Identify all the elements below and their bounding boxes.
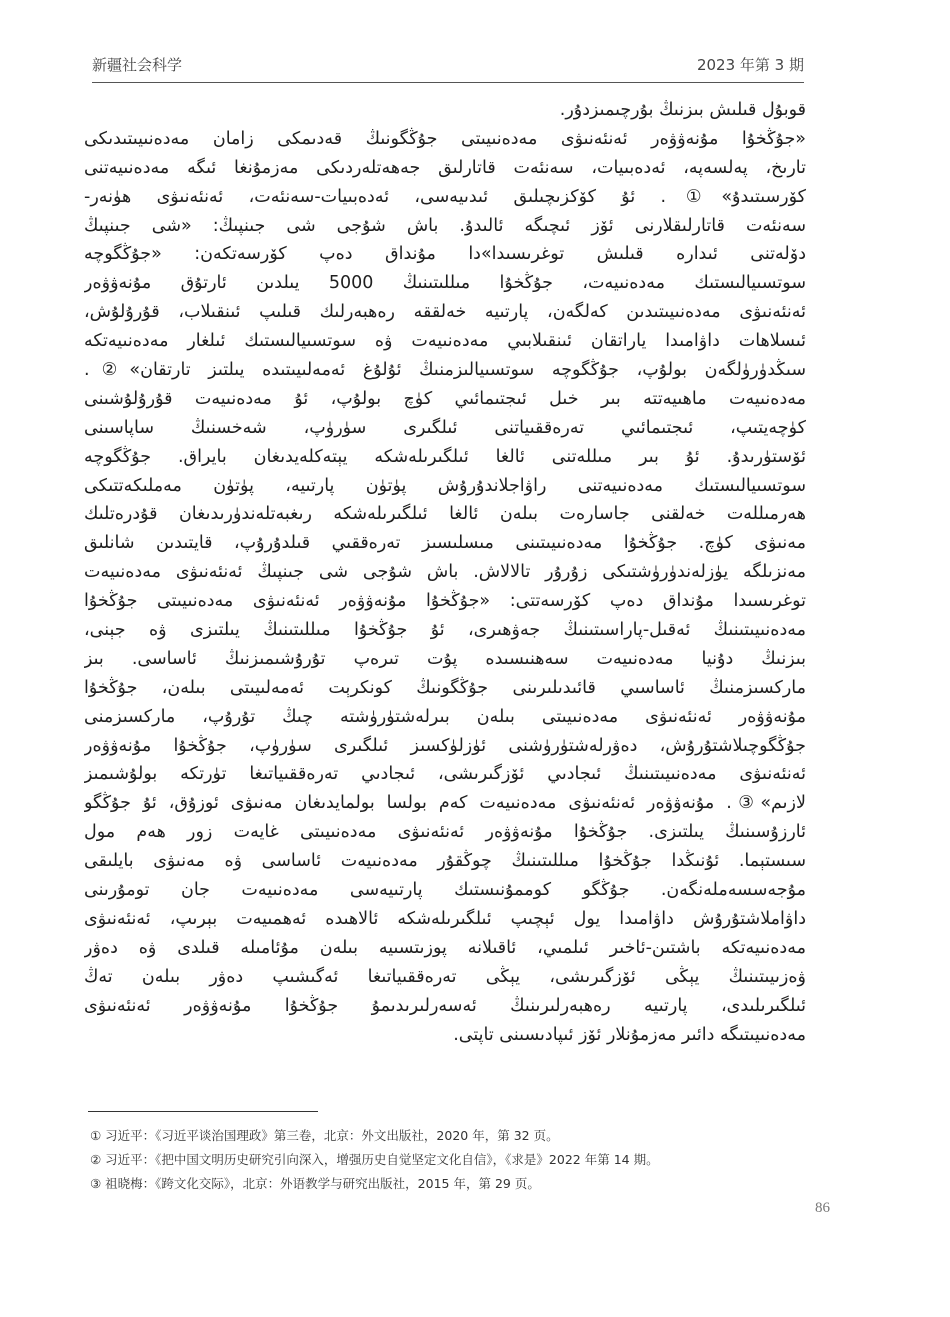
- body-line: مەدەنىيىتىنىڭ ئەقىل-پاراسىتىنىڭ جەۋھىرى، ئۇ جۇڭخۇا مىللىتىنىڭ يىلتىزى ۋە جېنى،: [84, 620, 806, 641]
- body-line: ماركسىزمنىڭ ئاساسىي قائىدىلىرىنى جۇڭگونىڭ كونكرېت ئەمەلىيىتى بىلەن، جۇڭخۇا: [84, 677, 806, 698]
- body-line: سەنئەت قاتارلىقلارنى ئۆز ئىچىگە ئالىدۇ. باش شۇجى شى جىنپىڭ: «شى جىنپىڭ: [84, 215, 806, 236]
- body-line: قوبۇل قىلىش بىزنىڭ بۇرچىمىزدۇر.: [559, 100, 806, 120]
- body-line: مەدەنىيىتىگە دائىر مەزمۇنلار ئۆز ئىپادىسىنى تاپتى.: [453, 1024, 806, 1045]
- body-line: ئۆستۈرىدۇ. ئۇ بىر مىللەتنى ئالغا ئىلگىرىلەشكە يېتەكلەيدىغان بايراق. جۇڭگوچە: [84, 446, 806, 467]
- body-line: كۆرسىتىدۇ»①. ئۇ كۆكزىچىلىق ئىدىيەسى، ئەدەبىيات-سەنئەت، ئەنئەنىۋى ھۈنەر-: [84, 186, 806, 207]
- body-line: كۈچەيتىپ، ئىجتىمائىي تەرەققىياتنى ئىلگىرى سۈرۈپ، شەخسنىڭ ساپاسىنى: [84, 417, 806, 438]
- footnote-divider: [88, 1111, 318, 1112]
- body-line: مۇجەسسەملەنگەن. جۇڭگو كوممۇنىستىك پارتىيەسى مەدەنىيەت جان تومۇرىنى: [84, 880, 806, 901]
- body-line: ئىلگىرىلىدى، پارتىيە رەھبەرلىرىنىڭ ئەسەرلىرىدىمۇ جۇڭخۇا مۇنەۋۋەر ئەنئەنىۋى: [84, 995, 806, 1016]
- body-line: دۆلەتنى ئىدارە قىلىش توغرىسىدا»دا مۇنداق دەپ كۆرسەتكەن: «جۇڭگوچە: [84, 244, 806, 265]
- body-line: سوتسىيالىستىك مەدەنىيەت، جۇڭخۇا مىللىتىنىڭ 5000 يىلدىن ئارتۇق مۇنەۋۋەر: [84, 273, 806, 294]
- body-line: ۋەزىيىتىنىڭ يېڭى ئۆزگىرىشى، يېڭى تەرەققىياتىغا ئەگىشىپ دەۋر بىلەن تەڭ: [84, 966, 806, 987]
- body-line: سىستېما. ئۇنىڭدا جۇڭخۇا مىللىتىنىڭ چوڭقۇر مەدەنىيەت ئاساسى ۋە مەنىۋى بايلىقى: [84, 851, 806, 872]
- footnote: ③ 祖晓梅：《跨文化交际》，北京：外语教学与研究出版社，2015 年，第 29 页。: [90, 1176, 540, 1191]
- body-line: ئىسلاھات داۋامىدا ياراتقان ئىنقىلابىي مەدەنىيەت ۋە سوتسىيالىستىك ئىلغار مەدەنىيەتكە: [84, 331, 806, 352]
- body-line: داۋاملاشتۇرۇش داۋامىدا يول ئېچىپ ئىلگىرىلەشكە ئالاھىدە ئەھمىيەت بېرىپ، ئەنئەنىۋى: [84, 908, 806, 929]
- header-divider: [92, 82, 804, 83]
- body-line: «جۇڭخۇا مۇنەۋۋەر ئەنئەنىۋى مەدەنىيىتى جۇڭگونىڭ قەدىمكى زامان مەدەنىيىتىدىكى: [84, 128, 806, 149]
- footnotes: [90, 1124, 802, 1196]
- body-line: ھەرمىللەت خەلقنى جاسارەت بىلەن ئالغا ئىلگىرىلەشكە رىغبەتلەندۈرىدىغان قۇدرەتلىك: [84, 504, 806, 525]
- page-number: 86: [815, 1200, 830, 1216]
- body-line: مەدەنىيەت ماھىيەتتە بىر خىل ئىجتىمائىي كۈچ بولۇپ، ئۇ مەدەنىيەت قۇرۇلۇشىنى: [84, 388, 806, 409]
- body-line: تارىخ، پەلسەپە، ئەدەبىيات، سەنئەت قاتارلىق جەھەتلەردىكى مەزمۇنغا ئىگە مەدەنىيەتنى: [84, 157, 806, 178]
- running-header: [92, 52, 804, 86]
- body-line: ئەنئەنىۋى مەدەنىيىتىنىڭ ئىجادىي ئۆزگىرىشى، ئىجادىي تەرەققىياتىغا تۈرتكە بولۇشىمىز: [84, 764, 806, 785]
- body-line: لازىم»③. مۇنەۋۋەر ئەنئەنىۋى مەدەنىيەت كەم بولسا بولمايدىغان مەنىۋى ئوزۇق، ئۇ جۇڭگو: [84, 793, 806, 814]
- body-line: سىڭدۈرۈلگەن بولۇپ، جۇڭگوچە سوتسىيالىزمنىڭ ئۇلۇغ ئەمەلىيىتىدە يىلتىز تارتقان»②.: [84, 360, 806, 381]
- body-line: مەدەنىيەتكە باشتىن-ئاخىر ئىلمىي، ئاقىلانە پوزىتسىيە بىلەن مۇئامىلە قىلدى ۋە دەۋر: [84, 937, 806, 958]
- body-line: مەنزىلگە يۈزلەندۈرۈشتىكى زۇرۇر تالالاش. باش شۇجى شى جىنپىڭ ئەنئەنىۋى مەدەنىيەت: [84, 562, 806, 583]
- body-line: مۇنەۋۋەر ئەنئەنىۋى مەدەنىيىتى بىلەن بىرلەشتۈرۈشتە چىڭ تۇرۇپ، ماركسىزمنى: [84, 706, 806, 727]
- body-line: سوتسىيالىستىك مەدەنىيەتنى راۋاجلاندۇرۇش پۈتۈن پارتىيە، پۈتۈن مەملىكەتتىكى: [84, 475, 806, 496]
- body-line: ئەنئەنىۋى مەدەنىيىتىدىن كەلگەن، پارتىيە خەلققە رەھبەرلىك قىلىپ ئىنقىلاب، قۇرۇلۇش،: [84, 302, 806, 323]
- body-line: جۇڭگوچىلاشتۇرۇش، دەۋرلەشتۈرۈشنى ئۈزلۈكسىز ئىلگىرى سۈرۈپ، جۇڭخۇا مۇنەۋۋەر: [84, 735, 806, 756]
- body-line: مەنىۋى كۈچ. جۇڭخۇا مەدەنىيىتىنى مىسلىسىز تەرەققىي قىلدۇرۇپ، قايتىدىن شانلىق: [84, 533, 806, 554]
- journal-title: 新疆社会科学: [92, 56, 183, 74]
- body-line: توغرىسىدا مۇنداق دەپ كۆرسەتتى: «جۇڭخۇا مۇنەۋۋەر ئەنئەنىۋى مەدەنىيىتى جۇڭخۇا: [84, 591, 806, 612]
- footnote: ② 习近平：《把中国文明历史研究引向深入，增强历史自觉坚定文化自信》，《求是》2022 年第 14 期。: [90, 1152, 659, 1167]
- footnote: ① 习近平：《习近平谈治国理政》第三卷，北京：外文出版社，2020 年，第 32 页。: [90, 1128, 559, 1143]
- body-line: ئارزۇسىنىڭ يىلتىزى. جۇڭخۇا مۇنەۋۋەر ئەنئەنىۋى مەدەنىيىتى غايەت زور ھەم مول: [84, 822, 806, 843]
- body-line: بىزنىڭ دۇنيا مەدەنىيەت سەھنىسىدە پۇت تىرەپ تۇرۇشىمىزنىڭ ئاساسى. بىز: [84, 648, 806, 669]
- issue-label: 2023 年第 3 期: [696, 56, 804, 74]
- article-body: [84, 96, 806, 1049]
